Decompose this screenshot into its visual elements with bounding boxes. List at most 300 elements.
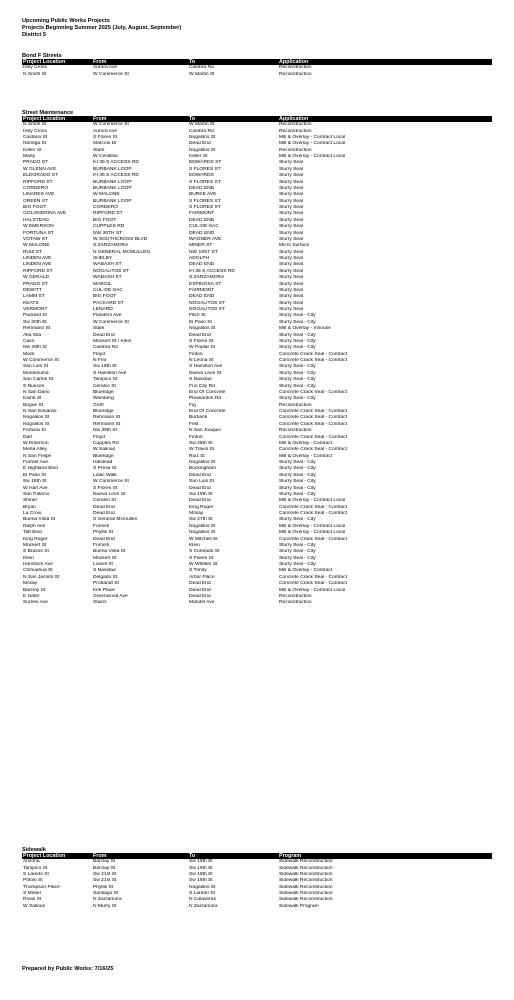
table-cell: Fitch St [189,313,206,319]
table-cell: Slurry Seal - City [279,313,316,319]
table-cell: Buena Vista St [93,549,126,555]
table-cell: Slurry Seal - City [279,370,316,376]
table-cell: Stark [93,326,105,332]
table-cell: Nogalitos St [189,326,216,332]
table-cell: Barclay St [23,587,46,593]
table-cell: N Zarzamora [189,903,218,909]
table-cell: Sw 28th St [189,440,213,446]
table-cell: Holy Cross [23,65,47,71]
table-cell: Keller St [23,147,42,153]
table-cell: Concrete Crack Seal - Contract [279,447,347,453]
table-cell: LINARES AVE [23,192,55,198]
table-cell: W Hart Ave [23,485,48,491]
table-cell: Sidewalk Reconstruction [279,884,333,890]
table-cell: Dead End [189,498,211,504]
table-cell: DEWITT [23,287,42,293]
table-cell: N Calaveras [189,897,216,903]
table-cell: Floyd [93,351,105,357]
table-cell: Slurry Seal [279,281,303,287]
table-cell: DEAD END [189,185,215,191]
table-cell: Slurry Seal [279,275,303,281]
table-cell: Dart [23,434,33,440]
table-cell: Slurry Seal [279,166,303,172]
table-cell: Kaine St [23,396,42,402]
table-cell: Culebra Rd [93,345,118,351]
table-cell: W Salinas [93,447,116,453]
table-cell: Slurry Seal - City [279,549,316,555]
table-cell: Nogalitos St [189,530,216,536]
table-cell: Nw 36th St [93,428,117,434]
table-cell: S Colorado St [189,549,220,555]
district-label: District 5 [22,32,46,38]
table-cell: VOTAW ST [23,236,48,242]
section-title: Bond F Streets [22,53,62,59]
table-cell: S Nueces [23,383,45,389]
table-cell: Marty [23,154,36,160]
table-cell: Ceralvo St [93,498,116,504]
table-cell: N San Eduardo [23,409,57,415]
table-cell: Rehmann St [93,415,121,421]
table-cell: Mockert St [93,555,117,561]
table-cell: W Poplar St [189,345,216,351]
table-cell: RIPFORD ST [23,179,53,185]
table-cell: Buena Vista St [23,517,56,523]
table-cell: S Flores St [93,485,118,491]
table-cell: Bryan [23,504,36,510]
table-cell: N GENERAL MCMULLEN [93,249,150,255]
table-cell: Furnish [93,523,110,529]
table-cell: Floyd [93,434,105,440]
table-cell: Blueridge [93,389,114,395]
table-cell: Nueva Leon St [93,491,126,497]
table-cell: W Martin St [189,122,215,128]
table-cell: Mill & Overlay - Contract Local [279,523,346,529]
table-cell: NW 36TH ST [93,230,123,236]
table-cell: W MALONE [93,192,120,198]
table-cell: Phyllis St [93,530,114,536]
table-cell: W GERALD [23,275,50,281]
table-row [22,600,492,606]
table-cell: Thompson Place [23,884,60,890]
table-cell: Sw 27th St [189,517,213,523]
table-cell: CUL-DE-SAC [189,224,219,230]
table-cell: WABASH ST [93,275,122,281]
table-cell: Nogalitos St [189,460,216,466]
table-cell: Dead End [189,581,211,587]
table-cell: Lulac Walk [93,472,117,478]
table-cell: Dead End [189,485,211,491]
projects-table [22,116,492,607]
table-cell: Reconstruction [279,128,312,134]
table-cell: Sw 19th St [189,859,213,865]
table-cell: MINER ST [189,243,213,249]
table-cell: Stark [93,147,105,153]
table-cell: Mockert St / Klein [93,338,132,344]
projects-table [22,59,492,78]
table-cell: BURBANK LOOP [93,185,132,191]
table-cell: Sw 19th St [189,878,213,884]
table-cell: RUIZ ST [23,249,43,255]
table-cell: NOGALITOS ST [93,268,130,274]
table-cell: Klein [189,542,200,548]
table-cell: W Commerce St [93,71,129,77]
column-header: To [188,116,278,122]
table-cell: N Zarzamora [93,897,122,903]
table-cell: W SOUTHCROSS BLVD [93,236,148,242]
table-cell: Phyllis St [93,884,114,890]
table-cell: S Presa St [93,466,117,472]
table-cell: Slurry Seal [279,211,303,217]
section-street-maintenance [22,110,492,607]
table-cell: Dead End [189,141,211,147]
table-cell: W EMERSON [23,224,54,230]
table-cell: S Hamilton Ave [93,370,127,376]
table-cell: Nogalitos St [189,523,216,529]
table-cell: Mill & Overlay - Inhouse [279,326,331,332]
table-cell: Concrete Crack Seal - Contract [279,504,347,510]
table-cell: FAIRMONT [189,287,215,293]
table-cell: San Carlos St [23,377,54,383]
table-cell: Culebra Rd [189,65,214,71]
column-header: Application [278,116,492,122]
table-cell: Tampico St [23,865,48,871]
table-cell: WAGNER AVE [189,236,222,242]
table-cell: Slurry Seal [279,300,303,306]
table-cell: GOLONDRINA AVE [23,211,67,217]
table-cell: NOGALITOS ST [189,307,226,313]
table-cell: Nogalitos St [23,421,50,427]
table-cell: N Smith St [23,122,47,128]
table-cell: W MALONE [23,243,50,249]
table-cell: Mockert St [23,542,47,548]
section-title: Street Maintenance [22,110,74,116]
column-header: Project Location [22,116,92,122]
table-cell: Sidewalk Reconstruction [279,878,333,884]
table-cell: NOGALITOS ST [189,300,226,306]
table-cell: LAMM ST [23,294,45,300]
column-header: From [92,116,188,122]
table-cell: EDWARDS ST [189,160,222,166]
table-cell: W GLENN AVE [23,166,57,172]
table-cell: Sw 19th St [189,491,213,497]
table-cell: SHELBY [93,256,113,262]
table-cell: Concrete Crack Seal - Contract [279,415,347,421]
table-cell: Reconstruction [279,428,312,434]
table-cell: Dead End [189,587,211,593]
table-cell: Slurry Seal - City [279,562,316,568]
table-cell: Potosi St [23,878,43,884]
table-cell: Mill & Overlay - Contract Local [279,587,346,593]
table-cell: Reconstruction [279,402,312,408]
table-cell: Shiner [23,498,38,504]
table-cell: LINDEN AVE [23,256,52,262]
table-cell: Slurry Seal [279,192,303,198]
table-cell: Marconi Dr [93,141,117,147]
table-cell: W Travis St [189,447,214,453]
table-cell: Castano St [23,134,48,140]
table-cell: Sw 21st St [93,871,117,877]
table-cell: Concrete Crack Seal - Contract [279,389,347,395]
table-cell: LENARD [93,307,113,313]
table-cell: Sw 19th St [189,865,213,871]
table-cell: S FLORES ST [189,205,221,211]
table-cell: Slurry Seal - City [279,466,316,472]
table-cell: RIPFORD ST [93,211,123,217]
table-cell: Nw 28th St [23,345,47,351]
table-cell: Slurry Seal - City [279,485,316,491]
table-cell: Slurry Seal [279,185,303,191]
table-cell: King Roger [189,504,214,510]
table-cell: Mill & Overlay - Contract Local [279,530,346,536]
table-cell: N San Dario [23,389,50,395]
table-cell: Kirk Place [93,587,116,593]
table-cell: BURBANK LOOP [93,179,132,185]
table-cell: Tampico St [93,377,118,383]
table-cell: El Paso St [189,319,212,325]
table-cell: W Commerce St [93,319,129,325]
column-header: From [92,59,188,65]
table-cell: S Navidad [93,568,116,574]
table-cell: S Laredo St [189,891,215,897]
table-cell: DEAD END [189,294,215,300]
table-cell: Micro Surface [279,243,310,249]
table-cell: Slurry Seal [279,307,303,313]
table-cell: W Commerce St [23,358,59,364]
table-cell: PACKARD ST [93,300,124,306]
table-cell: VERMONT [23,307,48,313]
table-cell: W Martin St [189,71,215,77]
table-cell: IH 35 S ACCESS RD [189,268,235,274]
table-cell: Slurry Seal - City [279,517,316,523]
table-cell: CORDERO [23,185,48,191]
table-cell: CORDERO [93,205,118,211]
table-cell: Lowell St [93,562,113,568]
table-cell: Slurry Seal [279,268,303,274]
table-cell: Holy Cross [23,128,47,134]
table-cell: W Salinas [23,903,46,909]
table-cell: S FLORES ST [189,198,221,204]
table-cell: HALSTEAD [23,217,49,223]
table-cell: Aurora Ave [93,128,118,134]
table-cell: Buckingham [189,466,216,472]
table-cell: BIG FOOT [93,217,117,223]
table-cell: Santiago St [93,891,119,897]
table-cell: Rehmann St [23,326,51,332]
table-cell: Merla Alley [23,447,47,453]
table-cell: Surreis Ave [23,600,48,606]
table-cell: Mock [23,351,35,357]
table-cell: Dead End [93,504,115,510]
table-cell: N Leona St [189,358,214,364]
table-cell: Slurry Seal [279,262,303,268]
table-cell: PRADO ST [23,281,49,287]
table-cell: Slurry Seal [279,179,303,185]
table-cell: Slurry Seal - City [279,377,316,383]
table-cell: Maridel Ave [189,600,215,606]
table-cell: Fest [189,421,199,427]
table-cell: MARGIL [93,281,112,287]
table-cell: Sidewalk Program [279,903,319,909]
table-cell: Sw 18th St [23,479,47,485]
column-header: Project Location [22,59,92,65]
table-cell: Concrete Crack Seal - Contract [279,574,347,580]
table-cell: Frio City Rd [189,383,215,389]
table-cell: N Smith St [23,71,47,77]
table-cell: WABASH ST [93,262,122,268]
table-cell: Nogalitos St [189,134,216,140]
table-cell: Barclay St [93,865,116,871]
table-cell: FORTUNA ST [23,230,54,236]
table-cell: Slurry Seal - City [279,479,316,485]
table-cell: Greenwood Ave [93,593,128,599]
table-cell: Hunstock Ave [23,562,53,568]
table-cell: Arbor Place [189,574,215,580]
table-cell: Alta Sita [23,332,42,338]
table-cell: Mill & Overlay - Contract Local [279,154,346,160]
table-cell: Concrete Crack Seal - Contract [279,511,347,517]
table-cell: Reconstruction [279,600,312,606]
table-cell: Montezuma [23,370,49,376]
table-cell: S Laredo St [23,871,49,877]
table-cell: Slurry Seal - City [279,338,316,344]
table-cell: Slurry Seal [279,217,303,223]
table-cell: BIG FOOT [23,205,47,211]
table-cell: Keller St [189,154,208,160]
table-cell: Concrete Crack Seal - Contract [279,358,347,364]
page-subtitle: Projects Beginning Summer 2025 (July, August, September) [22,25,182,31]
table-cell: S FLORES ST [189,166,221,172]
table-cell: Nogalitos St [23,415,50,421]
table-cell: Sidewalk Reconstruction [279,871,333,877]
table-cell: S Flores St [189,555,214,561]
table-row [22,904,492,910]
table-cell: N San Felipe [23,453,52,459]
table-cell: Nogalitos St [189,147,216,153]
table-cell: ESPINOSA ST [189,281,222,287]
table-cell: S Navidad [189,377,212,383]
table-cell: Fortuna St [23,428,46,434]
table-cell: GREEN ST [23,198,49,204]
table-cell: E Highland Blvd [23,466,58,472]
table-cell: Slurry Seal [279,224,303,230]
table-cell: Taft Blvd [23,530,42,536]
table-cell: Dead End [189,332,211,338]
table-cell: Mill & Overlay - Contract [279,568,332,574]
table-cell: Slurry Seal [279,236,303,242]
table-cell: S Flores St [189,338,214,344]
table-cell: Concrete Crack Seal - Contract [279,421,347,427]
table-cell: W Whittier St [189,562,218,568]
table-cell: Sw 21st St [93,878,117,884]
table-cell: Sidewalk Reconstruction [279,865,333,871]
table-cell: W Commerce St [93,122,129,128]
section-title: Sidewalk [22,847,46,853]
table-cell: Slurry Seal - City [279,472,316,478]
table-cell: Reconstruction [279,147,312,153]
table-cell: Sidewalk Reconstruction [279,859,333,865]
table-cell: RIPFORD ST [23,268,53,274]
report-header [22,18,492,39]
table-cell: Ruiz St [189,453,205,459]
table-cell: S Flores St [93,134,118,140]
table-cell: King Roger [23,536,48,542]
table-cell: Slurry Seal - City [279,542,316,548]
table-cell: Dead End [93,332,115,338]
table-cell: S General Mcmullen [93,517,138,523]
table-cell: Slurry Seal - City [279,555,316,561]
table-cell: BURBANK LOOP [93,166,132,172]
section-sidewalk [22,847,492,910]
table-cell: Blueridge [93,453,114,459]
table-cell: S Brazos St [23,549,49,555]
table-cell: N Frio [93,358,107,364]
table-cell: Finton [189,434,203,440]
table-cell: LINDEN AVE [23,262,52,268]
column-header: Application [278,59,492,65]
table-cell: Furnish [93,542,110,548]
table-cell: Cupples Rd [93,440,119,446]
table-cell: Flanders Ave [93,313,122,319]
table-cell: Blueridge [93,409,114,415]
table-cell: DEAD END [189,262,215,268]
table-cell: BIG FOOT [93,294,117,300]
table-cell: Slurry Seal - City [279,332,316,338]
table-cell: Ceralvo St [93,383,116,389]
table-cell: FAIRMONT [189,211,215,217]
table-cell: CUPPLES RD [93,224,125,230]
table-cell: S Trinity [189,568,207,574]
table-cell: EDWARDS [189,173,214,179]
table-cell: Culebra Rd [189,128,214,134]
table-cell: Slurry Seal - City [279,319,316,325]
table-cell: BURKE AVE [189,192,217,198]
table-cell: S Minter [23,891,42,897]
table-cell: Rehmann St [93,421,121,427]
table-cell: N Murry St [93,903,117,909]
table-cell: Concrete Crack Seal - Contract [279,581,347,587]
table-cell: Slurry Seal [279,294,303,300]
table-cell: ADOLPH [189,256,210,262]
table-cell: Dead End [189,593,211,599]
section-bond-f-streets [22,53,492,78]
table-cell: Concrete Crack Seal - Contract [279,351,347,357]
table-cell: Arizona [23,859,40,865]
table-cell: Fig [189,402,196,408]
table-cell: Dead End [189,472,211,478]
table-cell: Weinberg [93,396,114,402]
table-cell: DEAD END [189,217,215,223]
table-cell: Barclay St [93,859,116,865]
table-cell: Pleasanton Rd [189,396,222,402]
table-cell: Delgado St [93,574,118,580]
table-cell: Sw 19th St [189,871,213,877]
table-cell: Chihuahua St [23,568,53,574]
table-cell: ELDORADO ST [23,173,59,179]
table-cell: San Patricio [23,491,50,497]
prepared-by-footer: Prepared by Public Works: 7/16/25 [22,966,114,972]
table-cell: Slurry Seal - City [279,364,316,370]
table-cell: W Mitchell St [189,536,218,542]
table-cell: Slurry Seal [279,205,303,211]
table-cell: Concrete Crack Seal - Contract [279,434,347,440]
table-cell: IH 35 S ACCESS RD [93,160,139,166]
table-cell: Concrete Crack Seal - Contract [279,409,347,415]
column-header: Project Location [22,853,92,859]
table-cell: Sidewalk Reconstruction [279,897,333,903]
table-cell: CUL-DE-SAC [93,287,123,293]
table-cell: N San Jacinto St [23,574,60,580]
table-cell: Slurry Seal [279,249,303,255]
